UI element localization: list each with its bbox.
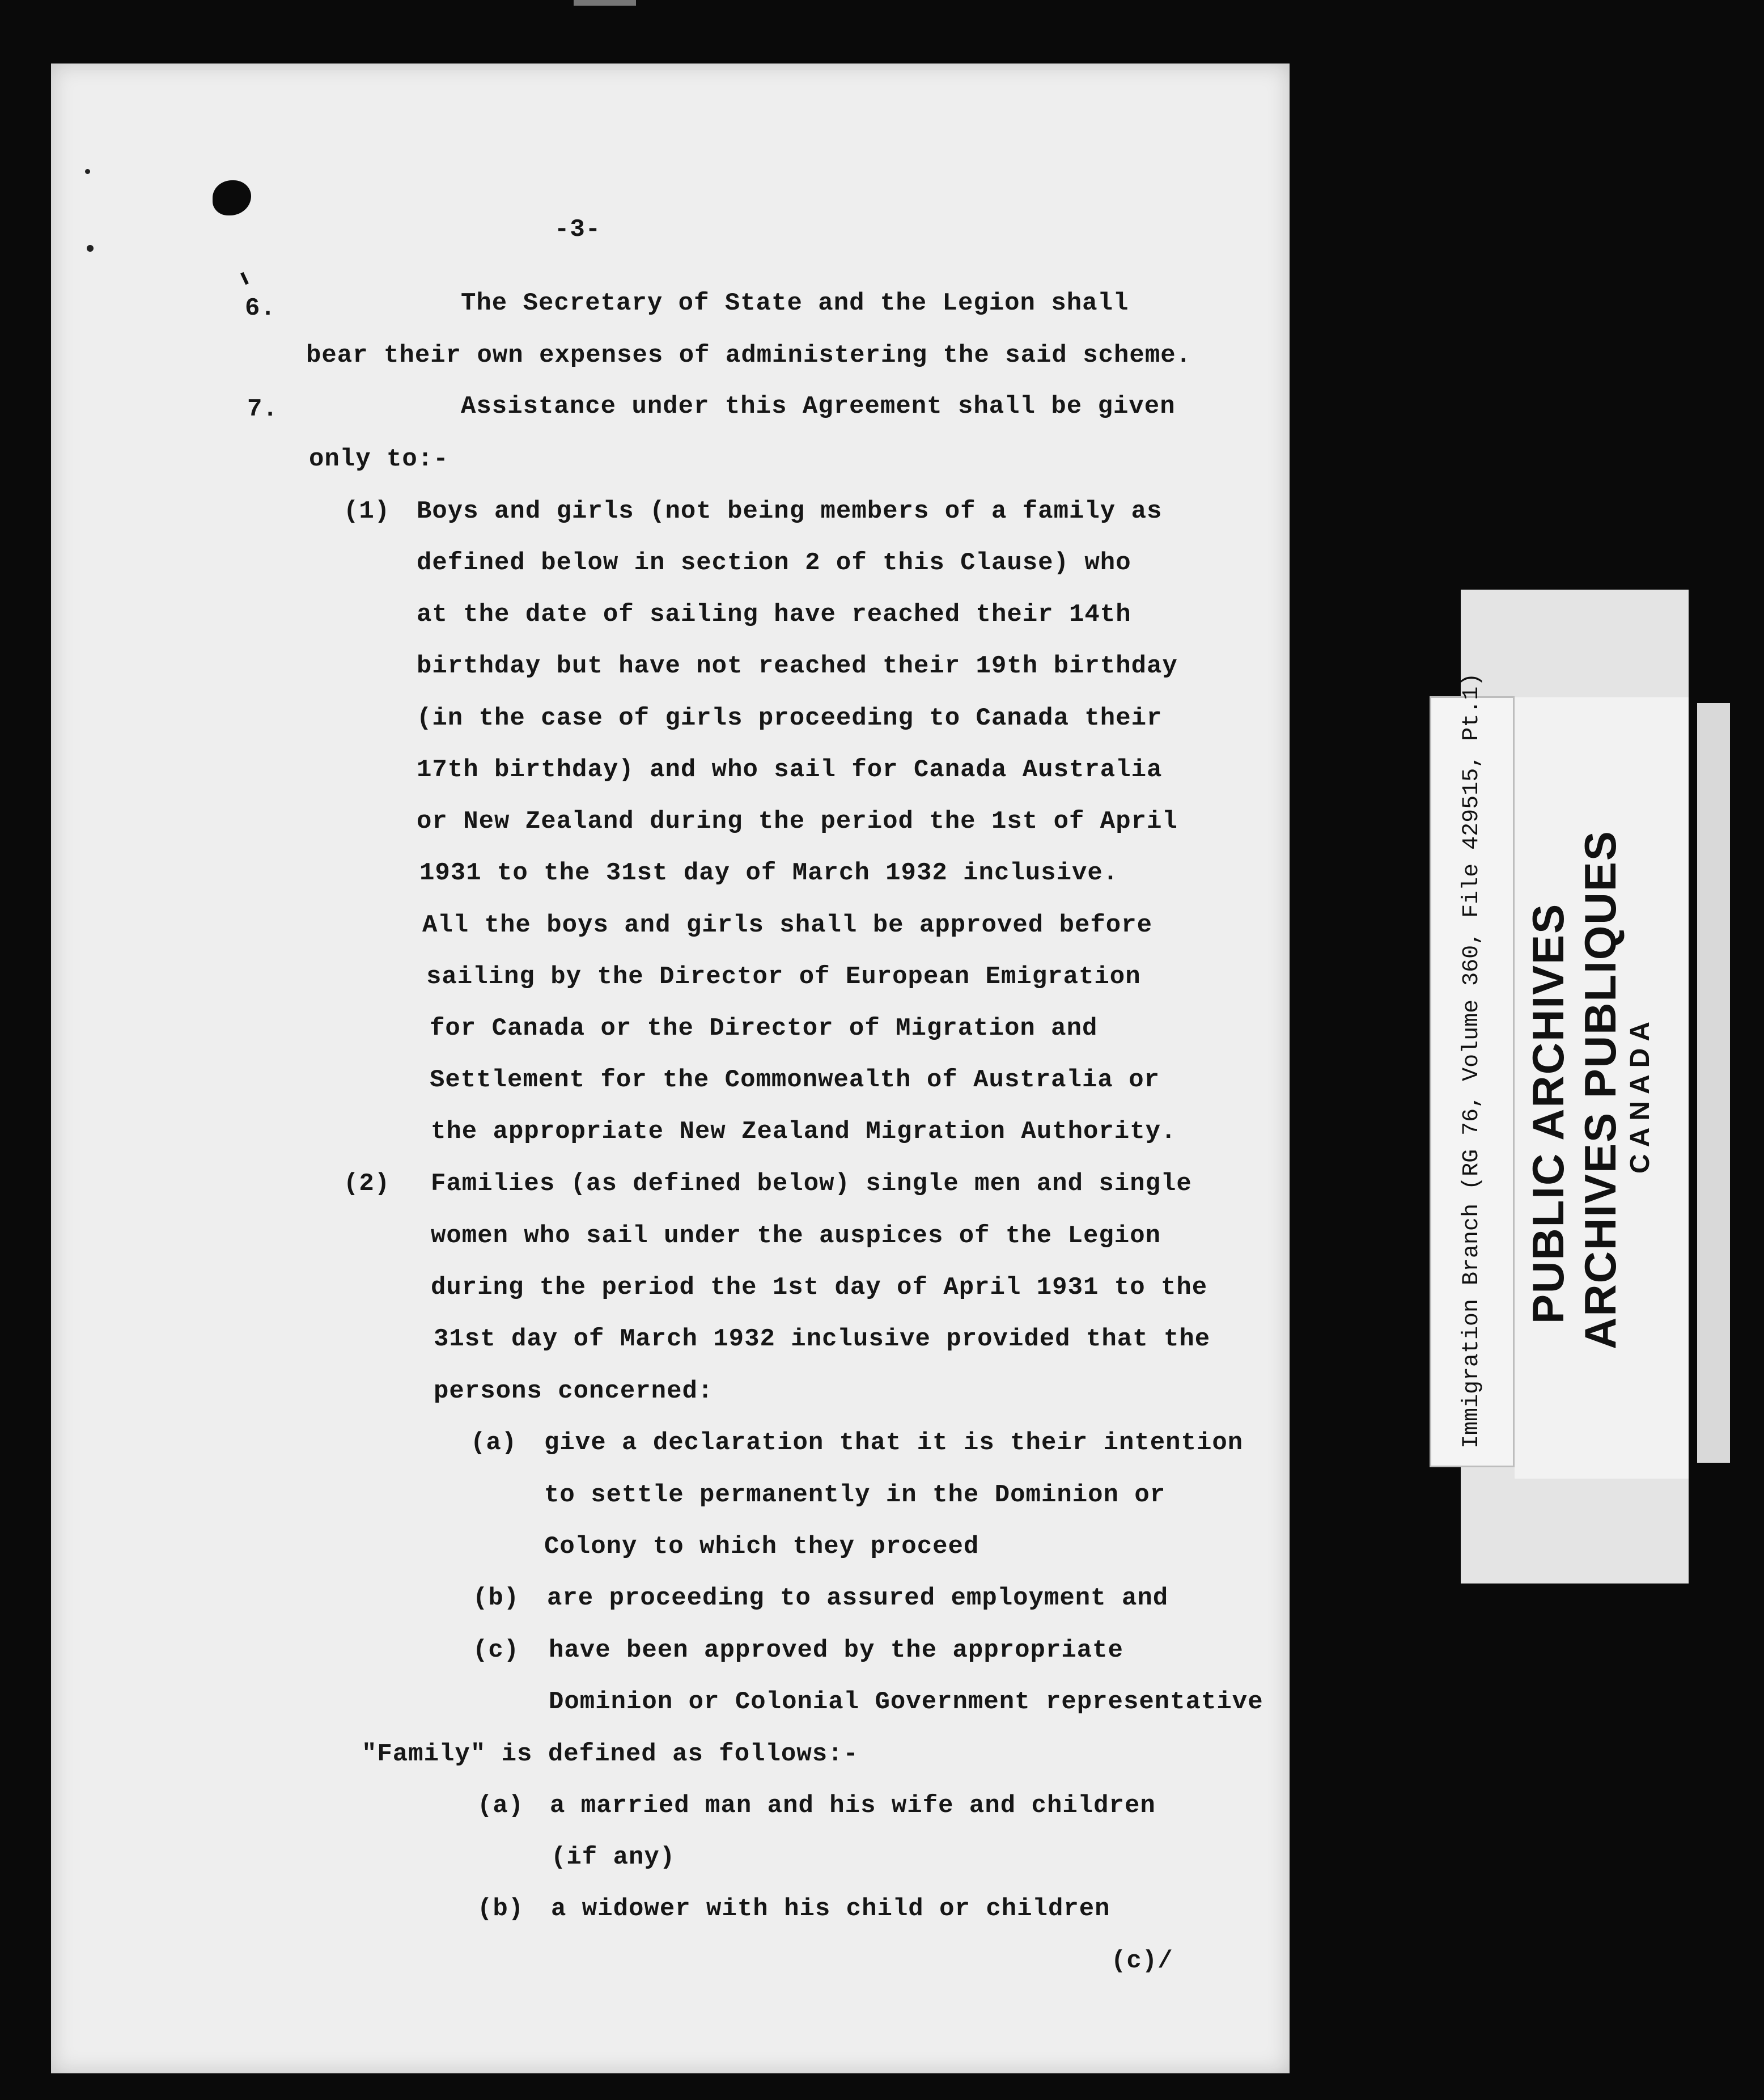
item-line: or New Zealand during the period the 1st of April [417,807,1178,836]
page-number: -3- [554,215,601,244]
item-line: at the date of sailing have reached their 14th [417,600,1131,629]
paragraph-line: The Secretary of State and the Legion shall [461,289,1129,317]
family-item-label: (a) [477,1792,524,1820]
subitem-line: Colony to which they proceed [544,1532,979,1561]
item-line: for Canada or the Director of Migration and [430,1014,1098,1043]
subitem-line: have been approved by the appropriate [549,1636,1123,1665]
paragraph-line: bear their own expenses of administering the said scheme. [306,341,1192,370]
item-line: during the period the 1st day of April 1931 to the [431,1273,1208,1302]
paragraph-line: only to:- [309,445,449,473]
item-line: birthday but have not reached their 19th birthday [417,652,1178,680]
archive-reference: Immigration Branch (RG 76, Volume 360, File 429515, Pt.1) [1459,672,1485,1449]
item-line: women who sail under the auspices of the Legion [431,1222,1161,1250]
film-frame-notch [574,0,636,6]
item-line: Boys and girls (not being members of a family as [417,497,1163,526]
subitem-line: give a declaration that it is their intention [544,1429,1244,1457]
paragraph-number: 6. [245,294,276,323]
item-line: defined below in section 2 of this Clause) who [417,549,1131,577]
item-label: (2) [344,1170,391,1198]
family-item-line: a widower with his child or children [551,1895,1110,1923]
family-item-line: (if any) [551,1843,676,1872]
subitem-label: (b) [473,1584,520,1612]
paragraph-number: 7. [247,395,278,424]
item-line: (in the case of girls proceeding to Canada their [417,704,1163,733]
stamp-line-archives-publiques: ARCHIVES PUBLIQUES [1575,830,1625,1349]
paragraph-line: Assistance under this Agreement shall be given [461,392,1176,421]
stamp-line-canada: CANADA [1625,1015,1655,1174]
subitem-label: (c) [473,1636,520,1665]
stamp-line-public-archives: PUBLIC ARCHIVES [1523,903,1573,1324]
subitem-line: are proceeding to assured employment and [547,1584,1169,1612]
item-line: persons concerned: [434,1377,714,1405]
family-item-label: (b) [477,1895,524,1923]
family-item-line: a married man and his wife and children [550,1792,1156,1820]
ink-dot [85,169,90,174]
item-line: sailing by the Director of European Emigration [426,963,1141,991]
subitem-label: (a) [470,1429,518,1457]
item-line: 31st day of March 1932 inclusive provided that the [434,1325,1211,1353]
item-label: (1) [344,497,391,526]
item-line: 17th birthday) and who sail for Canada Australia [417,756,1163,784]
catchword: (c)/ [1111,1947,1173,1975]
item-line: Settlement for the Commonwealth of Australia or [430,1066,1160,1094]
item-line: Families (as defined below) single men and single [431,1170,1192,1198]
ink-dot [87,245,94,252]
item-line: 1931 to the 31st day of March 1932 inclusive. [419,859,1119,887]
archive-stamp-edge [1697,703,1730,1463]
item-line: the appropriate New Zealand Migration Authority. [431,1117,1177,1146]
item-line: All the boys and girls shall be approved before [422,911,1153,939]
family-heading: "Family" is defined as follows:- [362,1740,859,1768]
subitem-line: to settle permanently in the Dominion or [544,1481,1166,1509]
subitem-line: Dominion or Colonial Government representative [549,1688,1263,1716]
